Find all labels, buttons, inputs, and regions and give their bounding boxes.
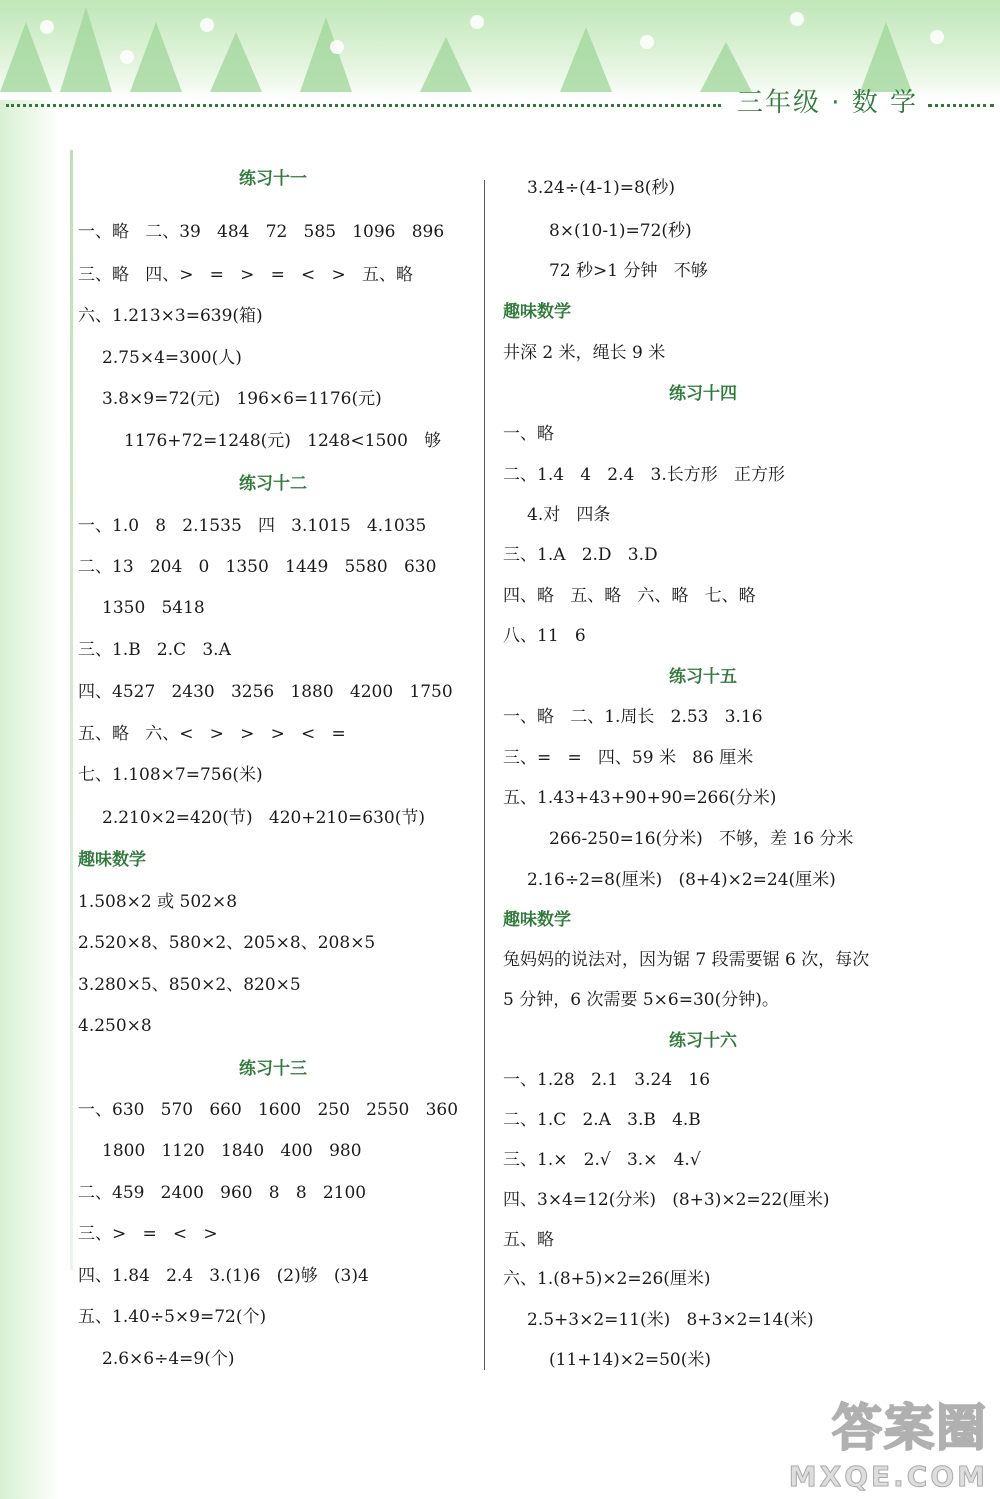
snowflake-icon [470, 15, 484, 29]
answer-line: 1176+72=1248(元) 1248<1500 够 [124, 431, 442, 451]
answer-line: 四、1.84 2.4 3.(1)6 (2)够 (3)4 [78, 1266, 369, 1286]
answer-line: 三、略 四、> = > = < > 五、略 [78, 265, 413, 285]
answer-line: 3.8×9=72(元) 196×6=1176(元) [102, 389, 382, 409]
answer-line: 井深 2 米，绳长 9 米 [503, 343, 666, 363]
answer-line: 2.16÷2=8(厘米) (8+4)×2=24(厘米) [527, 870, 836, 890]
answer-line: 二、13 204 0 1350 1449 5580 630 [78, 557, 437, 577]
answer-line: (11+14)×2=50(米) [549, 1350, 711, 1370]
fun-math-heading: 趣味数学 [78, 850, 146, 870]
answer-line: 三、1.A 2.D 3.D [503, 545, 658, 565]
section-title: 练习十二 [239, 474, 307, 494]
snowflake-icon [330, 40, 344, 54]
answer-line: 四、4527 2430 3256 1880 4200 1750 [78, 682, 453, 702]
answer-line: 二、459 2400 960 8 8 2100 [78, 1183, 367, 1203]
answer-line: 8×(10-1)=72(秒) [549, 221, 692, 241]
answer-line: 兔妈妈的说法对，因为锯 7 段需要锯 6 次，每次 [503, 950, 870, 970]
answer-line: 三、= = 四、59 米 86 厘米 [503, 748, 754, 768]
answer-line: 六、1.(8+5)×2=26(厘米) [503, 1269, 711, 1289]
section-title: 练习十六 [669, 1031, 737, 1051]
snowflake-icon [40, 20, 54, 34]
header-dotted-rule-right [928, 104, 994, 107]
answer-line: 三、> = < > [78, 1224, 218, 1244]
answer-line: 三、1.B 2.C 3.A [78, 640, 231, 660]
section-title: 练习十五 [669, 667, 737, 687]
answer-line: 266-250=16(分米) 不够，差 16 分米 [549, 829, 854, 849]
answer-line: 一、略 二、1.周长 2.53 3.16 [503, 707, 763, 727]
answer-line: 2.210×2=420(节) 420+210=630(节) [102, 808, 425, 828]
answer-line: 2.5+3×2=11(米) 8+3×2=14(米) [527, 1310, 814, 1330]
tree-decoration [130, 22, 182, 92]
answer-line: 五、1.43+43+90+90=266(分米) [503, 788, 777, 808]
answer-line: 2.75×4=300(人) [102, 348, 242, 368]
answer-line: 五、略 六、< > > > < = [78, 724, 346, 744]
answer-line: 1.508×2 或 502×8 [78, 892, 238, 912]
answer-line: 3.280×5、850×2、820×5 [78, 975, 301, 995]
tree-decoration [210, 32, 262, 92]
answer-line: 一、1.28 2.1 3.24 16 [503, 1070, 711, 1090]
answer-line: 一、略 二、39 484 72 585 1096 896 [78, 222, 445, 242]
answer-line: 3.24÷(4-1)=8(秒) [527, 178, 676, 198]
tree-decoration [420, 37, 472, 92]
column-divider [484, 180, 485, 1370]
side-decoration [0, 100, 58, 1499]
answer-line: 五、略 [503, 1230, 554, 1250]
page-title: 三年级 · 数 学 [736, 88, 918, 118]
watermark-logo: 答案圈 [832, 1399, 988, 1457]
header-dotted-rule-left [6, 104, 721, 107]
answer-line: 六、1.213×3=639(箱) [78, 306, 263, 326]
snowflake-icon [200, 18, 214, 32]
answer-line: 七、1.108×7=756(米) [78, 765, 263, 785]
section-title: 练习十三 [239, 1059, 307, 1079]
answer-line: 三、1.× 2.√ 3.× 4.√ [503, 1150, 701, 1170]
side-line [70, 150, 73, 1270]
answer-line: 一、630 570 660 1600 250 2550 360 [78, 1100, 459, 1120]
answer-line: 八、11 6 [503, 626, 586, 646]
answer-line: 四、3×4=12(分米) (8+3)×2=22(厘米) [503, 1190, 830, 1210]
section-title: 练习十四 [669, 384, 737, 404]
answer-line: 二、1.C 2.A 3.B 4.B [503, 1110, 701, 1130]
answer-line: 4.250×8 [78, 1016, 152, 1036]
snowflake-icon [930, 30, 944, 44]
answer-line: 一、1.0 8 2.1535 四 3.1015 4.1035 [78, 516, 427, 536]
answer-line: 二、1.4 4 2.4 3.长方形 正方形 [503, 465, 785, 485]
answer-line: 2.6×6÷4=9(个) [102, 1349, 235, 1369]
answer-line: 2.520×8、580×2、205×8、208×5 [78, 933, 376, 953]
snowflake-icon [120, 50, 134, 64]
answer-line: 1800 1120 1840 400 980 [102, 1141, 362, 1161]
answer-line: 72 秒>1 分钟 不够 [549, 261, 708, 281]
answer-line: 1350 5418 [102, 598, 205, 618]
answer-line: 五、1.40÷5×9=72(个) [78, 1307, 267, 1327]
tree-decoration [560, 27, 612, 92]
answer-line: 一、略 [503, 424, 554, 444]
answer-line: 四、略 五、略 六、略 七、略 [503, 586, 756, 606]
snowflake-icon [640, 35, 654, 49]
tree-decoration [60, 7, 112, 92]
fun-math-heading: 趣味数学 [503, 910, 571, 930]
tree-decoration [300, 17, 352, 92]
answer-line: 4.对 四条 [527, 505, 611, 525]
watermark [789, 1388, 988, 1493]
snowflake-icon [790, 12, 804, 26]
fun-math-heading: 趣味数学 [503, 302, 571, 322]
watermark-url: MXQE.COM [788, 1460, 988, 1493]
section-title: 练习十一 [239, 169, 307, 189]
answer-line: 5 分钟，6 次需要 5×6=30(分钟)。 [503, 990, 779, 1010]
